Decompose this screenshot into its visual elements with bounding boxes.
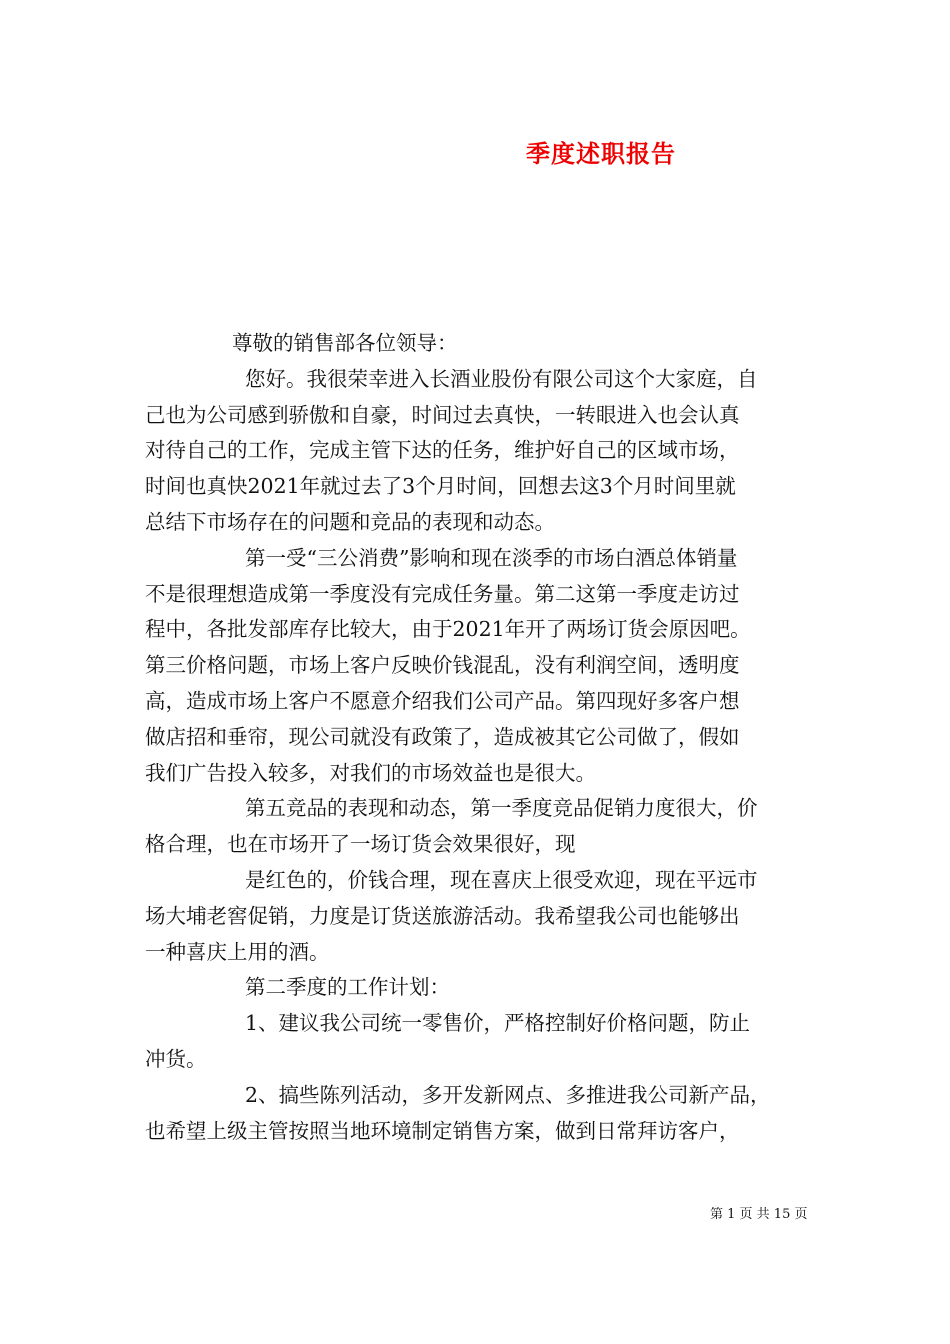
body-line: 2、搞些陈列活动，多开发新网点、多推进我公司新产品， — [245, 1082, 771, 1107]
body-line: 冲货。 — [145, 1046, 207, 1071]
body-line: 是红色的，价钱合理，现在喜庆上很受欢迎，现在平远市 — [245, 867, 758, 892]
body-line: 不是很理想造成第一季度没有完成任务量。第二这第一季度走访过 — [145, 581, 740, 606]
body-line: 总结下市场存在的问题和竞品的表现和动态。 — [145, 509, 555, 534]
body-line: 时间也真快2021年就过去了3个月时间，回想去这3个月时间里就 — [145, 474, 736, 499]
body-line: 第三价格问题，市场上客户反映价钱混乱，没有利润空间，透明度 — [145, 653, 740, 678]
body-line: 己也为公司感到骄傲和自豪，时间过去真快，一转眼进入也会认真 — [145, 402, 740, 427]
document-body — [145, 326, 815, 1149]
body-line: 第五竞品的表现和动态，第一季度竞品促销力度很大，价 — [245, 796, 758, 821]
body-line: 您好。我很荣幸进入长酒业股份有限公司这个大家庭，自 — [245, 366, 758, 391]
body-line: 1、建议我公司统一零售价，严格控制好价格问题，防止 — [245, 1011, 751, 1036]
body-line: 一种喜庆上用的酒。 — [145, 939, 330, 964]
body-line: 对待自己的工作，完成主管下达的任务，维护好自己的区域市场， — [145, 438, 740, 463]
body-line: 第二季度的工作计划： — [245, 975, 450, 1000]
body-line: 尊敬的销售部各位领导： — [232, 331, 458, 355]
body-line: 程中，各批发部库存比较大，由于2021年开了两场订货会原因吧。 — [145, 617, 751, 642]
body-line: 高，造成市场上客户不愿意介绍我们公司产品。第四现好多客户想 — [145, 688, 740, 713]
body-line: 做店招和垂帘，现公司就没有政策了，造成被其它公司做了，假如 — [145, 724, 740, 749]
body-line: 第一受“三公消费”影响和现在淡季的市场白酒总体销量 — [245, 545, 738, 570]
body-line: 格合理，也在市场开了一场订货会效果很好，现 — [145, 832, 576, 857]
page-footer: 第 1 页 共 15 页 — [710, 1207, 808, 1222]
body-line: 我们广告投入较多，对我们的市场效益也是很大。 — [145, 760, 596, 785]
document-title: 季度述职报告 — [526, 139, 676, 168]
body-line: 场大埔老窖促销，力度是订货送旅游活动。我希望我公司也能够出 — [145, 903, 740, 928]
body-line: 也希望上级主管按照当地环境制定销售方案，做到日常拜访客户， — [145, 1118, 740, 1143]
